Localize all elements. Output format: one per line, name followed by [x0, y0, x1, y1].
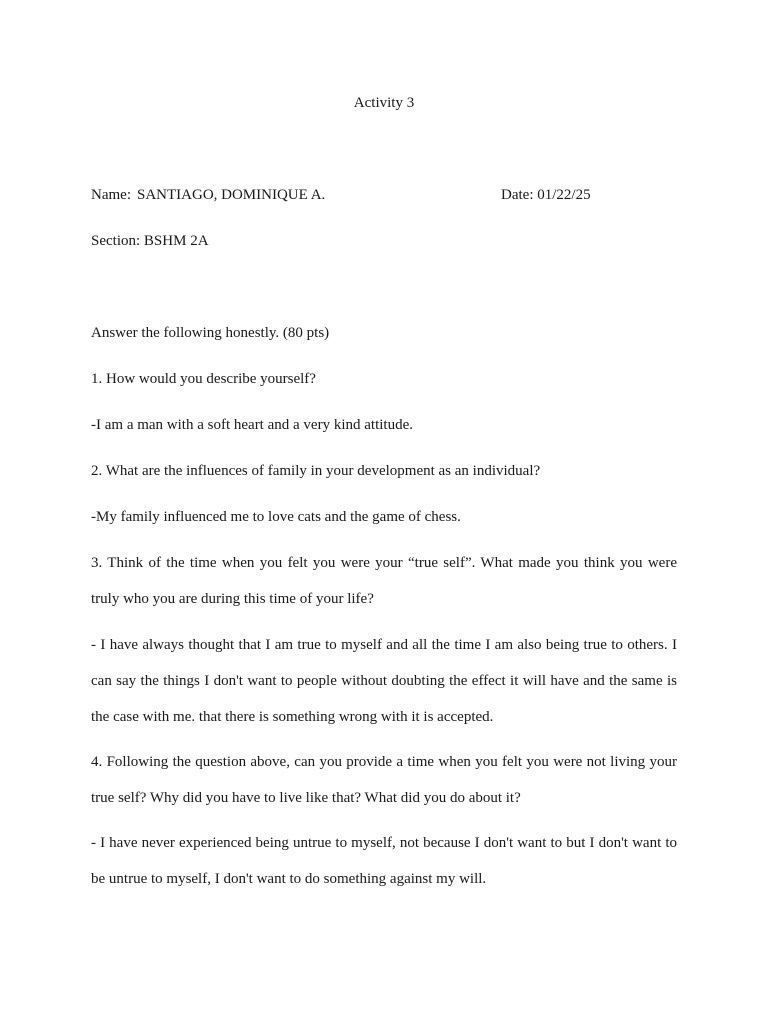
- answer-4: - I have never experienced being untrue to myself, not because I don't want to but I don't want to be untrue to myself, I don't want to do something against my will.: [91, 835, 677, 887]
- date-label: Date:: [501, 187, 534, 203]
- section-label: Section:: [91, 233, 141, 249]
- section-value: BSHM 2A: [143, 233, 209, 249]
- instructions: Answer the following honestly. (80 pts): [91, 325, 330, 341]
- document-title: Activity 3: [353, 95, 415, 111]
- answer-1: -I am a man with a soft heart and a very kind attitude.: [91, 417, 413, 433]
- question-1: 1. How would you describe yourself?: [91, 371, 316, 387]
- question-3: 3. Think of the time when you felt you were your “true self”. What made you think you were truly who you are during this time of your life?: [91, 555, 677, 607]
- name-label: Name:: [91, 187, 131, 203]
- answer-3: - I have always thought that I am true to myself and all the time I am also being true to others. I can say the things I don't want to people without doubting the effect it will have and the same is the case with me. that there is something wrong with it is accepted.: [91, 637, 677, 725]
- question-2: 2. What are the influences of family in your development as an individual?: [91, 463, 541, 479]
- section-line: [91, 232, 209, 250]
- name-value: SANTIAGO, DOMINIQUE A.: [136, 187, 326, 203]
- date-line: [501, 186, 591, 204]
- name-line: [91, 186, 325, 204]
- answer-2: -My family influenced me to love cats and the game of chess.: [91, 509, 461, 525]
- question-4: 4. Following the question above, can you provide a time when you felt you were not living your true self? Why did you have to live like that? What did you do about it?: [91, 754, 677, 806]
- date-value: 01/22/25: [537, 187, 591, 203]
